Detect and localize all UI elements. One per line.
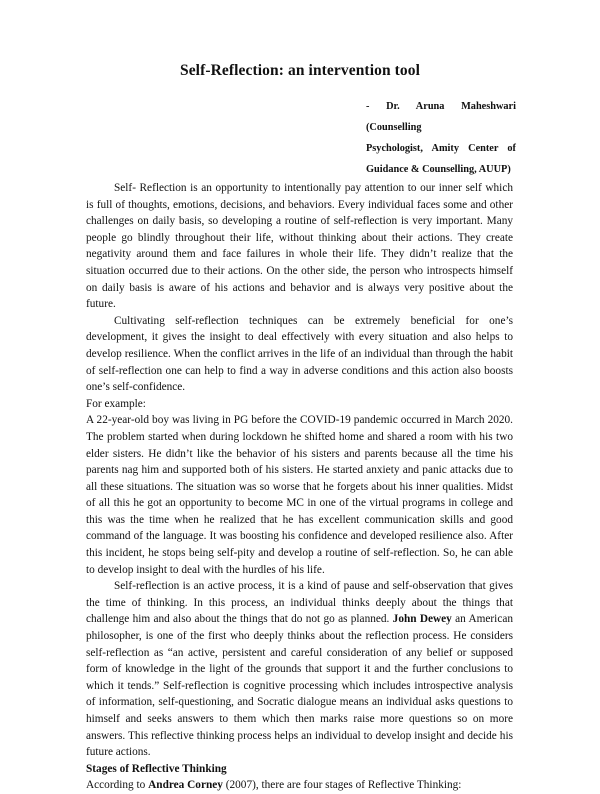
author-line-3: Guidance & Counselling, AUUP) xyxy=(366,164,511,175)
document-title: Self-Reflection: an intervention tool xyxy=(179,62,421,79)
person-name-andrea-corney: Andrea Corney xyxy=(148,779,223,792)
paragraph-example: A 22-year-old boy was living in PG before the COVID-19 pandemic occurred in March 2020. The problem started when during lockdown he shifted home and shared a room with his two elder sisters. He didn’t like the behavior of his sisters and parents because all the time his parents nag him and supported both of his sisters. He started anxiety and panic attacks due to all these situations. The situation was so worse that he forgets about his inner qualities. Midst of all this he got an opportunity to become MC in one of the virtual programs in college and this was the time when he realized that he has excellent communication skills and good command of the language. It was boosting his confidence and developed resilience also. After this incident, he stops being self-pity and develop a routine of self-reflection. So, he can able to develop insight to deal with the hurdles of his life. xyxy=(86,414,513,576)
paragraph-intro: Self- Reflection is an opportunity to intentionally pay attention to our inner self which is full of thoughts, emotions, decisions, and behaviors. Every individual faces some and other challenges on daily basis, so developing a routine of self-reflection is very important. Many people go blindly throughout their life, without thinking about their actions. They create negativity around them and face failures in whole their life. They didn’t realize that the situation occurred due to their actions. On the other side, the person who introspects himself on daily basis is aware of his actions and behavior and is always very positive about the future. xyxy=(86,182,513,311)
paragraph-stages xyxy=(86,777,513,794)
paragraph-active-process-text-1: Self-reflection is an active process, it is a kind of pause and self-observation that gives the time of thinking. In this process, an individual thinks deeply about the things that challenge him and also about the things that do not go as planned. xyxy=(86,580,513,626)
author-line-1: - Dr. Aruna Maheshwari (Counselling xyxy=(366,101,516,133)
paragraph-active-process xyxy=(86,578,513,761)
paragraph-active-process-text-2: an American philosopher, is one of the first who deeply thinks about the reflection process. He considers self-reflection as “an active, persistent and careful consideration of any belief or supposed form of knowledge in the light of the grounds that support it and the further conclusions to which it tends.” Self-reflection is cognitive processing which includes introspective analysis of information, self-questioning, and Socratic dialogue means an individual asks questions to himself and seeks answers to them which then marks raise more questions so on more answers. This reflective thinking process helps an individual to develop insight and decide his future actions. xyxy=(86,613,513,759)
paragraph-stages-text-2: (2007), there are four stages of Reflective Thinking: xyxy=(225,779,462,792)
author-line-2: Psychologist, Amity Center of xyxy=(366,143,516,154)
document-body xyxy=(86,180,513,794)
paragraph-stages-text-1: According to xyxy=(86,779,146,792)
section-heading: Stages of Reflective Thinking xyxy=(86,762,227,775)
author-block xyxy=(366,96,516,180)
person-name-john-dewey: John Dewey xyxy=(392,613,452,626)
paragraph-cultivating: Cultivating self-reflection techniques can be extremely beneficial for one’s development, it gives the insight to deal effectively with every situation and also helps to develop resilience. When the conflict arrives in the life of an individual than through the habit of self-reflection one can help to find a way in adverse conditions and this action also boosts one’s self-confidence. xyxy=(86,314,513,394)
paragraph-example-label: For example: xyxy=(86,397,146,410)
